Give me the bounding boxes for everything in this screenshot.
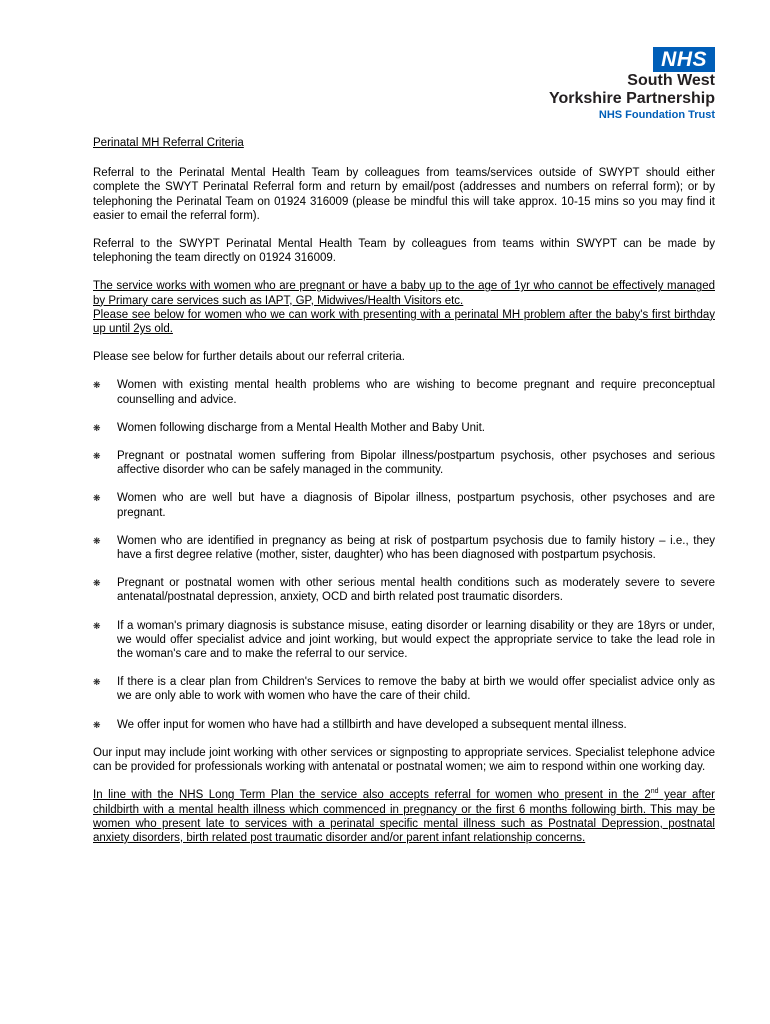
criteria-list [93,378,715,731]
nhs-badge: NHS [653,47,715,72]
document-body [93,136,715,859]
criteria-text: If a woman's primary diagnosis is substance misuse, eating disorder or learning disability or they are 18yrs or under, we would offer specialist advice and joint working, but would expect the appropriate service to take the lead role in the woman's care and to make the referral to our service. [117,619,715,661]
list-item [93,378,715,406]
criteria-text: If there is a clear plan from Children's Services to remove the baby at birth we would offer specialist advice only as we are only able to work with women who have the care of their child. [117,676,715,703]
long-term-plan-text-cont: year after childbirth with a mental health illness which commenced in pregnancy or the first 6 months following birth. This may be women who present late to services with a perinatal specific mental illness such as Postnatal Depression, postnatal anxiety disorders, birth related post traumatic disorder and/or parent infant relationship concerns. [93,789,715,844]
paragraph-internal-referral: Referral to the SWYPT Perinatal Mental Health Team by colleagues from teams within SWYPT can be made by telephoning the team directly on 01924 316009. [93,238,715,265]
list-item [93,576,715,604]
criteria-text: Pregnant or postnatal women with other serious mental health conditions such as moderately severe to severe antenatal/postnatal depression, anxiety, OCD and birth related post traumatic disorders. [117,577,715,604]
bullet-icon: ❋ [93,380,101,391]
list-item [93,491,715,519]
paragraph-criteria-intro: Please see below for further details about our referral criteria. [93,351,405,364]
long-term-plan-text: In line with the NHS Long Term Plan the service also accepts referral for women who present in the 2 [93,789,651,802]
bullet-icon: ❋ [93,719,101,730]
list-item [93,421,715,435]
bullet-icon: ❋ [93,535,101,546]
list-item [93,718,715,732]
criteria-text: We offer input for women who have had a stillbirth and have developed a subsequent mental illness. [117,718,627,731]
nhs-trust-logo [549,47,715,123]
paragraph-service-scope [93,279,715,336]
list-item [93,449,715,477]
bullet-icon: ❋ [93,493,101,504]
org-name-line1: South West [627,72,715,89]
bullet-icon: ❋ [93,578,101,589]
service-scope-extension: Please see below for women who we can work with presenting with a perinatal MH problem after the baby's first birthday up until 2ys old. [93,308,715,336]
criteria-text: Pregnant or postnatal women suffering from Bipolar illness/postpartum psychosis, other psychoses and serious affective disorder who can be safely managed in the community. [117,450,715,477]
list-item [93,675,715,703]
service-scope-text: The service works with women who are pregnant or have a baby up to the age of 1yr who cannot be effectively managed by Primary care services such as IAPT, GP, Midwives/Health Visitors etc. [93,280,715,307]
bullet-icon: ❋ [93,620,101,631]
bullet-icon: ❋ [93,422,101,433]
paragraph-input-description: Our input may include joint working with other services or signposting to appropriate services. Specialist telephone advice can be provided for professionals working with antenatal or postnatal women; we aim to respond within one working day. [93,746,715,774]
bullet-icon: ❋ [93,677,101,688]
list-item [93,534,715,562]
bullet-icon: ❋ [93,451,101,462]
paragraph-long-term-plan [93,788,715,845]
criteria-text: Women with existing mental health problems who are wishing to become pregnant and require preconceptual counselling and advice. [117,379,715,406]
ordinal-suffix: nd [650,788,659,796]
criteria-text: Women following discharge from a Mental Health Mother and Baby Unit. [117,421,485,434]
paragraph-external-referral: Referral to the Perinatal Mental Health Team by colleagues from teams/services outside of SWYPT should either complete the SWYT Perinatal Referral form and return by email/post (addresses and numbers on referral form); or by telephoning the Perinatal Team on 01924 316009 (please be mindful this will take approx. 10-15 mins so you may find it easier to email the referral form). [93,167,715,222]
page-title: Perinatal MH Referral Criteria [93,137,244,149]
org-name-line3: NHS Foundation Trust [598,109,715,121]
criteria-text: Women who are well but have a diagnosis of Bipolar illness, postpartum psychosis, other psychoses and are pregnant. [117,492,715,519]
criteria-text: Women who are identified in pregnancy as being at risk of postpartum psychosis due to family history – i.e., they have a first degree relative (mother, sister, daughter) who has been diagnosed with postpartum psychosis. [117,534,715,562]
list-item [93,619,715,662]
org-name-line2: Yorkshire Partnership [549,90,715,107]
